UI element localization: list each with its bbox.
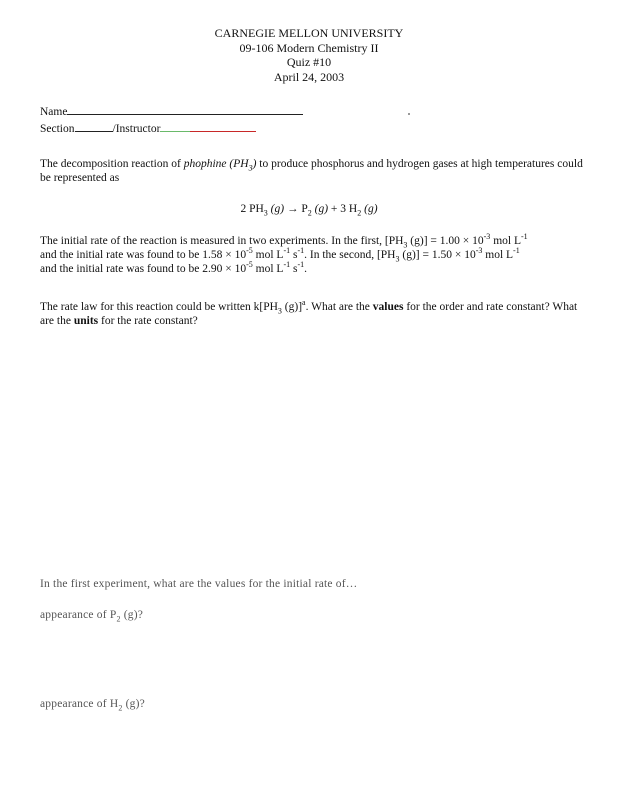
data-text: .: [304, 263, 308, 275]
data-exp: -5: [246, 246, 253, 256]
q1-text: for the order and rate constant? What are the: [40, 301, 578, 327]
data-exp: -1: [520, 232, 528, 242]
data-exp: -1: [513, 246, 520, 256]
quiz-date: April 24, 2003: [273, 69, 345, 84]
data-exp: -1: [297, 246, 305, 256]
q2a-text-end: (g)?: [120, 609, 144, 621]
eq-product2-state: (g): [361, 203, 378, 215]
compound-sub: 3: [248, 163, 253, 173]
compound-formula: (PH: [229, 158, 249, 170]
eq-product1: P: [301, 203, 308, 215]
data-text: (g)] = 1.50 × 10: [399, 249, 476, 261]
quiz-number: Quiz #10: [286, 55, 332, 69]
data-text: s: [290, 249, 298, 261]
compound-name: phophine: [183, 158, 227, 170]
q1-sup: a: [302, 298, 306, 308]
eq-reactant: 2 PH: [240, 203, 264, 215]
name-blank[interactable]: [67, 104, 303, 115]
q1-bold-values: values: [372, 301, 404, 313]
q1-text: The rate law for this reaction could be written k[PH: [40, 301, 278, 313]
q1-text: (g)]: [281, 301, 303, 313]
stray-mark: [408, 113, 410, 115]
eq-product1-state: (g): [311, 203, 329, 215]
data-exp: -3: [483, 232, 491, 242]
q2a-text: appearance of P: [40, 609, 117, 621]
eq-product2: 3 H: [340, 203, 358, 215]
reaction-equation: [0, 203, 618, 218]
intro-paragraph: [40, 157, 588, 185]
q1-text: . What are the: [305, 301, 373, 313]
quiz-header: [0, 26, 618, 84]
intro-text-b: to produce phosphorus and hydrogen gases at high temperatures could be represented as: [40, 158, 583, 184]
data-text: s: [290, 263, 298, 275]
data-text: mol L: [490, 235, 521, 247]
q2b-text-end: (g)?: [122, 698, 145, 710]
q2a-sub: 2: [116, 614, 121, 624]
question-2b: [40, 697, 588, 711]
eq-reactant-sub: 3: [263, 208, 268, 218]
section-label: Section: [40, 123, 75, 135]
eq-reactant-state: (g): [267, 203, 285, 215]
eq-product2-sub: 2: [357, 208, 362, 218]
question-2-intro: In the first experiment, what are the values for the initial rate of…: [40, 578, 358, 590]
section-blank[interactable]: [75, 121, 113, 132]
q1-bold-units: units: [73, 315, 99, 327]
data-text: and the initial rate was found to be 2.90 × 10: [40, 263, 247, 275]
data-line-3: [40, 262, 588, 276]
data-line-1: [40, 234, 588, 248]
data-text: mol L: [252, 249, 284, 261]
data-text: . In the second, [PH: [304, 249, 396, 261]
data-exp: -5: [246, 260, 253, 270]
eq-plus: +: [328, 203, 341, 215]
data-exp: -1: [283, 246, 291, 256]
question-1: [40, 300, 588, 328]
data-exp: -1: [283, 260, 291, 270]
question-2a: [40, 608, 588, 622]
data-text: mol L: [482, 249, 514, 261]
q2b-sub: 2: [118, 703, 123, 713]
section-field[interactable]: [40, 121, 256, 136]
data-text: mol L: [252, 263, 284, 275]
eq-product1-sub: 2: [307, 208, 312, 218]
instructor-blank-a[interactable]: [160, 121, 190, 132]
data-sub: 3: [403, 240, 408, 250]
experiment-data-paragraph: [40, 234, 588, 276]
data-line-2: [40, 248, 588, 262]
q1-sub: 3: [277, 306, 282, 316]
data-text: The initial rate of the reaction is measured in two experiments. In the first, [PH: [40, 235, 404, 247]
q2b-text: appearance of H: [40, 698, 119, 710]
data-text: (g)] = 1.00 × 10: [407, 235, 484, 247]
course-title: 09-106 Modern Chemistry II: [239, 40, 379, 55]
data-exp: -3: [475, 246, 483, 256]
compound-close: ): [252, 158, 257, 170]
data-exp: -1: [297, 260, 305, 270]
instructor-blank-b[interactable]: [190, 121, 256, 132]
eq-arrow: →: [284, 203, 302, 215]
data-text: and the initial rate was found to be 1.58 × 10: [40, 249, 247, 261]
instructor-label: /Instructor: [112, 123, 161, 135]
intro-text-a: The decomposition reaction of: [40, 158, 184, 170]
name-field[interactable]: [40, 104, 303, 119]
name-label: Name: [40, 106, 68, 118]
university-name: CARNEGIE MELLON UNIVERSITY: [214, 26, 404, 40]
data-sub: 3: [395, 254, 400, 264]
q1-text: for the rate constant?: [98, 315, 198, 327]
